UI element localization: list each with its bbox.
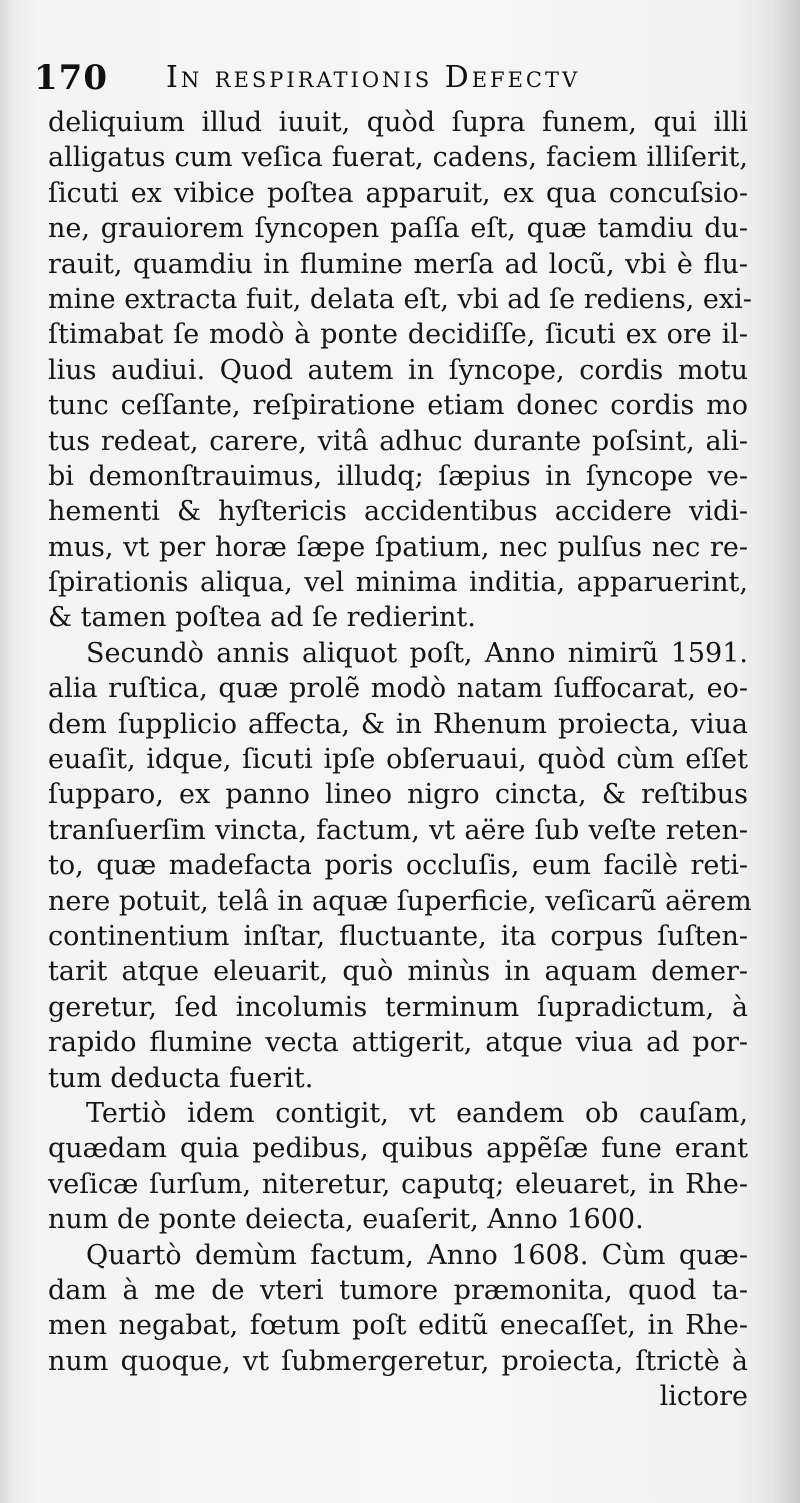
text-line: bi demonſtrauimus, illudq; ſæpius in ſyncope ve-: [48, 460, 748, 492]
text-line: num de ponte deiecta, euaſerit, Anno 1600.: [48, 1204, 644, 1236]
text-line: tarit atque eleuarit, quò minùs in aquam demer-: [48, 956, 748, 988]
text-line: geretur, ſed incolumis terminum ſupradictum, à: [48, 991, 748, 1023]
text-line: Tertiò idem contigit, vt eandem ob cauſam,: [86, 1097, 748, 1129]
text-line: lius audiui. Quod autem in ſyncope, cordis motu: [48, 354, 748, 386]
text-line: men negabat, fœtum poſt editũ enecaſſet, in Rhe-: [48, 1310, 748, 1342]
text-line: ſupparo, ex panno lineo nigro cincta, & reſtibus: [48, 779, 748, 811]
text-line: ne, grauiorem ſyncopen paſſa eſt, quæ tamdiu du-: [48, 213, 748, 245]
text-line: mus, vt per horæ ſæpe ſpatium, nec pulſus nec re-: [48, 531, 748, 563]
text-line: continentium inſtar, fluctuante, ita corpus ſuſten-: [48, 920, 748, 952]
page-number: 170: [34, 58, 108, 98]
text-line: tus redeat, carere, vitâ adhuc durante poſsint, ali-: [48, 425, 748, 457]
text-line: to, quæ madefacta poris occluſis, eum facilè reti-: [48, 850, 748, 882]
text-line: dem ſupplicio affecta, & in Rhenum proiecta, viua: [48, 708, 748, 740]
text-line: Quartò demùm factum, Anno 1608. Cùm quæ-: [86, 1239, 748, 1271]
text-line: Secundò annis aliquot poſt, Anno nimirũ 1591.: [86, 637, 748, 669]
text-line: euaſit, idque, ſicuti ipſe obſeruaui, quòd cùm eſſet: [48, 744, 748, 776]
text-line: num quoque, vt ſubmergeretur, proiecta, ſtrictè à: [48, 1345, 748, 1377]
page-edge-shadow: [772, 0, 800, 1503]
text-line: rapido flumine vecta attigerit, atque viua ad por-: [48, 1027, 748, 1059]
text-line: tranſuerſim vincta, factum, vt aëre ſub veſte reten-: [48, 814, 748, 846]
text-line: rauit, quamdiu in flumine merſa ad locũ, vbi è flu-: [48, 248, 748, 280]
text-line: alia ruſtica, quæ prolẽ modò natam ſuffocarat, eo-: [48, 673, 748, 705]
text-line: ſtimabat ſe modò à ponte decidiſſe, ſicuti ex ore il-: [48, 319, 748, 351]
text-line: nere potuit, telâ in aquæ ſuperficie, veſicarũ aërem: [48, 885, 752, 917]
text-line: ſicuti ex vibice poſtea apparuit, ex qua concuſsio-: [48, 177, 748, 209]
running-head: In respirationis Defectv: [166, 60, 581, 95]
text-line: alligatus cum veſica fuerat, cadens, faciem illiſerit,: [48, 142, 748, 174]
text-line: quædam quia pedibus, quibus appẽſæ fune erant: [48, 1133, 748, 1165]
text-line: hementi & hyſtericis accidentibus accidere vidi-: [48, 496, 748, 528]
text-line: tunc ceſſante, reſpiratione etiam donec cordis mo: [48, 390, 748, 422]
text-line: mine extracta fuit, delata eſt, vbi ad ſe rediens, exi-: [48, 283, 752, 315]
text-line: dam à me de vteri tumore præmonita, quod ta-: [48, 1274, 748, 1306]
text-line: veſicæ ſurſum, niteretur, caputq; eleuaret, in Rhe-: [48, 1168, 748, 1200]
text-line: tum deducta fuerit.: [48, 1062, 314, 1094]
body-text: [48, 105, 752, 1414]
text-line: deliquium illud iuuit, quòd ſupra funem, qui illi: [48, 107, 748, 138]
catchword: lictore: [659, 1381, 748, 1413]
page-header: [34, 58, 754, 102]
text-line: ſpirationis aliqua, vel minima inditia, apparuerint,: [48, 567, 748, 599]
text-line: & tamen poſtea ad ſe redierint.: [48, 602, 476, 634]
